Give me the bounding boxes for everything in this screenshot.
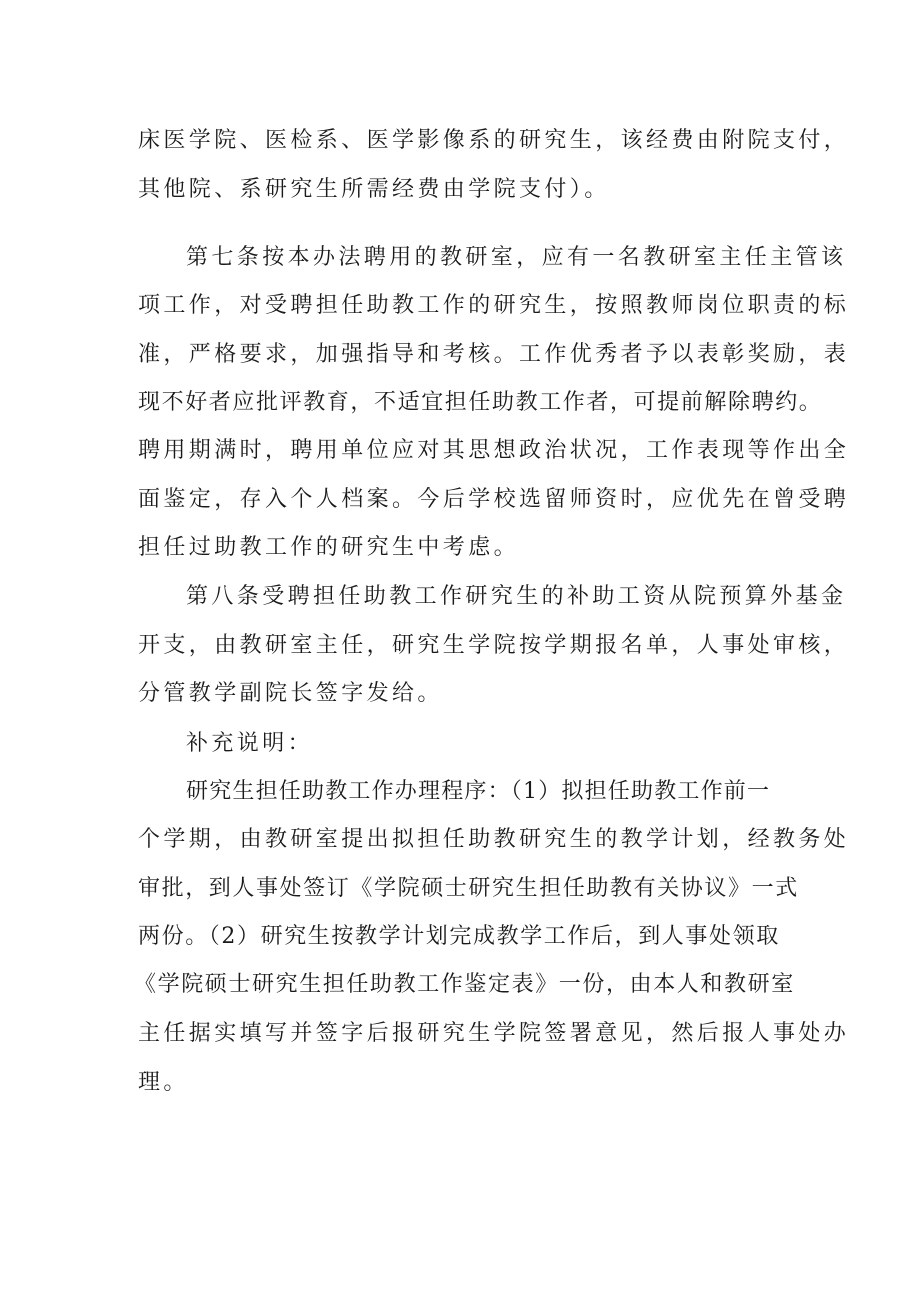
article-8-line-2: 开支，由教研室主任，研究生学院按学期报名单，人事处审核， (138, 633, 850, 658)
paragraph-1-line-2: 其他院、系研究生所需经费由学院支付）。 (138, 177, 610, 202)
procedure-line-2: 个学期，由教研室提出拟担任助教研究生的教学计划，经教务处 (138, 827, 850, 852)
procedure-line-4: 两份。（2）研究生按教学计划完成教学工作后，到人事处领取 (138, 924, 780, 949)
paragraph-1-line-1: 床医学院、医检系、医学影像系的研究生，该经费由附院支付， (138, 128, 850, 153)
article-7-line-7: 担任过助教工作的研究生中考虑。 (138, 535, 520, 560)
article-7-line-3: 准，严格要求，加强指导和考核。工作优秀者予以表彰奖励，表 (138, 342, 850, 367)
article-7-line-5: 聘用期满时，聘用单位应对其思想政治状况，工作表现等作出全 (138, 438, 850, 463)
procedure-line-3: 审批，到人事处签订《学院硕士研究生担任助教有关协议》一式 (138, 876, 799, 901)
procedure-line-5: 《学院硕士研究生担任助教工作鉴定表》一份，由本人和教研室 (134, 972, 795, 997)
article-7-line-1: 第七条按本办法聘用的教研室，应有一名教研室主任主管该 (186, 245, 847, 270)
supplement-heading: 补充说明： (186, 731, 314, 756)
article-7-line-2: 项工作，对受聘担任助教工作的研究生，按照教师岗位职责的标 (138, 293, 850, 318)
article-8-line-1: 第八条受聘担任助教工作研究生的补助工资从院预算外基金 (186, 584, 847, 609)
article-7-line-6: 面鉴定，存入个人档案。今后学校选留师资时，应优先在曾受聘 (138, 487, 850, 512)
article-7-line-4: 现不好者应批评教育，不适宜担任助教工作者，可提前解除聘约。 (138, 390, 823, 415)
procedure-line-6: 主任据实填写并签字后报研究生学院签署意见，然后报人事处办 (138, 1021, 850, 1046)
procedure-line-1: 研究生担任助教工作办理程序：（1）拟担任助教工作前一 (186, 779, 771, 804)
article-8-line-3: 分管教学副院长签字发给。 (138, 681, 443, 706)
procedure-line-7: 理。 (138, 1070, 189, 1095)
